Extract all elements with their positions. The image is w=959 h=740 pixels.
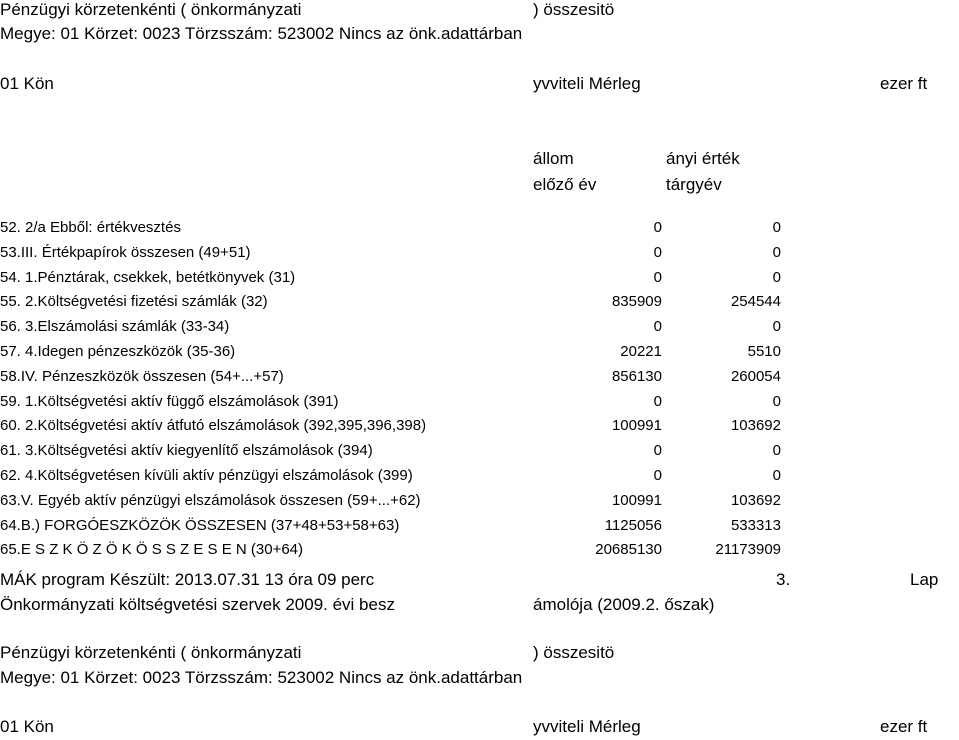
header-title-left: Pénzügyi körzetenkénti ( önkormányzati [0,0,302,19]
header-report-name: yvviteli Mérleg [533,74,641,93]
row-current-value: 260054 [730,368,781,385]
row-previous-value: 835909 [611,293,662,310]
row-label: 56. 3.Elszámolási számlák (33-34) [0,318,230,335]
row-label: 58.IV. Pénzeszközök összesen (54+...+57) [0,368,284,385]
header-megye-line: Megye: 01 Körzet: 0023 Törzsszám: 523002 Nincs az önk.adattárban [0,24,523,43]
row-previous-value: 0 [653,467,662,484]
row-label: 57. 4.Idegen pénzeszközök (35-36) [0,343,236,360]
footer-org-left: Önkormányzati költségvetési szervek 2009. évi besz [0,595,395,614]
footer-org-right: ámolója (2009.2. őszak) [533,595,715,614]
row-previous-value: 100991 [611,417,662,434]
footer-page-number: 3. [776,570,791,589]
row-current-value: 0 [772,467,781,484]
row-current-value: 103692 [730,492,781,509]
row-current-value: 0 [772,318,781,335]
row-previous-value: 100991 [611,492,662,509]
footer-page-word: Lap [910,570,939,589]
row-current-value: 5510 [747,343,781,360]
row-label: 64.B.) FORGÓESZKÖZÖK ÖSSZESEN (37+48+53+58+63) [0,517,400,534]
row-label: 62. 4.Költségvetésen kívüli aktív pénzügyi elszámolások (399) [0,467,413,484]
row-label: 65.E S Z K Ö Z Ö K Ö S S Z E S E N (30+64) [0,541,304,558]
header-code: 01 Kön [0,74,54,93]
row-current-value: 254544 [730,293,781,310]
row-current-value: 0 [772,219,781,236]
column-previous-year: előző év [533,175,597,194]
row-previous-value: 0 [653,244,662,261]
column-group-right: ányi érték [666,149,740,168]
row-previous-value: 20221 [620,343,662,360]
row-previous-value: 0 [653,393,662,410]
row-label: 59. 1.Költségvetési aktív függő elszámolások (391) [0,393,339,410]
row-previous-value: 1125056 [604,517,662,534]
row-label: 55. 2.Költségvetési fizetési számlák (32) [0,293,268,310]
header-unit: ezer ft [880,717,928,736]
row-label: 63.V. Egyéb aktív pénzügyi elszámolások összesen (59+...+62) [0,492,421,509]
row-previous-value: 0 [653,269,662,286]
header-code: 01 Kön [0,717,54,736]
row-label: 60. 2.Költségvetési aktív átfutó elszámolások (392,395,396,398) [0,417,427,434]
row-previous-value: 0 [653,442,662,459]
row-label: 53.III. Értékpapírok összesen (49+51) [0,244,251,261]
footer-program: MÁK program Készült: 2013.07.31 13 óra 09 perc [0,570,375,589]
row-current-value: 103692 [730,417,781,434]
row-previous-value: 0 [653,318,662,335]
row-current-value: 0 [772,393,781,410]
row-current-value: 0 [772,269,781,286]
column-current-year: tárgyév [666,175,722,194]
row-current-value: 21173909 [715,541,781,558]
row-previous-value: 856130 [611,368,662,385]
row-previous-value: 20685130 [595,541,662,558]
header-title-left: Pénzügyi körzetenkénti ( önkormányzati [0,643,302,662]
header-title-right: ) összesitö [533,0,615,19]
row-current-value: 0 [772,244,781,261]
row-label: 61. 3.Költségvetési aktív kiegyenlítő elszámolások (394) [0,442,373,459]
row-label: 52. 2/a Ebből: értékvesztés [0,219,181,236]
row-current-value: 0 [772,442,781,459]
header-megye-line: Megye: 01 Körzet: 0023 Törzsszám: 523002 Nincs az önk.adattárban [0,668,523,687]
row-previous-value: 0 [653,219,662,236]
row-current-value: 533313 [730,517,781,534]
column-group-left: állom [533,149,574,168]
header-report-name: yvviteli Mérleg [533,717,641,736]
header-unit: ezer ft [880,74,928,93]
row-label: 54. 1.Pénztárak, csekkek, betétkönyvek (31) [0,269,296,286]
header-title-right: ) összesitö [533,643,615,662]
